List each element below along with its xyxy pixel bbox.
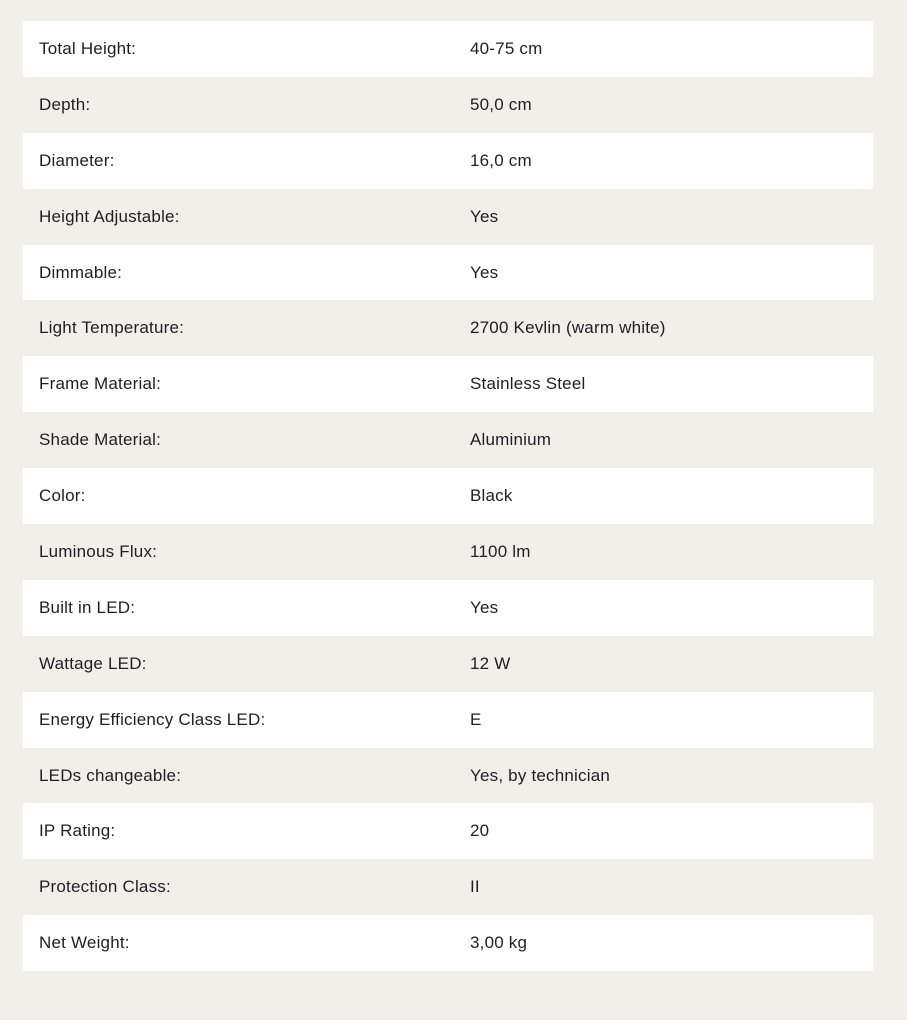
- spec-value: Aluminium: [470, 430, 552, 450]
- spec-label: Frame Material:: [39, 374, 162, 394]
- spec-row-depth: [23, 77, 873, 133]
- spec-value: 2700 Kevlin (warm white): [470, 318, 666, 338]
- spec-value: 12 W: [470, 653, 511, 673]
- spec-row-wattage-led: [23, 636, 873, 692]
- spec-value: 16,0 cm: [470, 150, 532, 170]
- spec-value: 50,0 cm: [470, 94, 532, 114]
- spec-row-built-in-led: [23, 580, 873, 636]
- spec-value: 20: [470, 821, 490, 841]
- spec-table: [23, 21, 873, 971]
- spec-value: Yes: [470, 262, 499, 282]
- spec-label: Total Height:: [39, 38, 137, 58]
- spec-row-color: [23, 468, 873, 524]
- spec-row-dimmable: [23, 245, 873, 301]
- spec-value: 3,00 kg: [470, 933, 528, 953]
- spec-label: Color:: [39, 486, 86, 506]
- spec-value: II: [470, 877, 480, 897]
- spec-label: Height Adjustable:: [39, 206, 180, 226]
- spec-row-diameter: [23, 133, 873, 189]
- spec-label: Net Weight:: [39, 933, 130, 953]
- spec-row-protection-class: [23, 859, 873, 915]
- spec-row-ip-rating: [23, 803, 873, 859]
- spec-value: Black: [470, 486, 513, 506]
- spec-row-light-temperature: [23, 300, 873, 356]
- spec-label: Luminous Flux:: [39, 541, 158, 561]
- spec-row-luminous-flux: [23, 524, 873, 580]
- spec-value: 1100 lm: [470, 541, 531, 561]
- spec-row-net-weight: [23, 915, 873, 971]
- spec-value: Yes: [470, 597, 499, 617]
- spec-row-shade-material: [23, 412, 873, 468]
- spec-label: Shade Material:: [39, 430, 162, 450]
- spec-label: IP Rating:: [39, 821, 116, 841]
- spec-row-leds-changeable: [23, 748, 873, 804]
- spec-label: Dimmable:: [39, 262, 123, 282]
- spec-label: Diameter:: [39, 150, 115, 170]
- spec-row-height-adjustable: [23, 189, 873, 245]
- spec-label: Built in LED:: [39, 597, 136, 617]
- spec-label: Energy Efficiency Class LED:: [39, 709, 266, 729]
- spec-label: LEDs changeable:: [39, 765, 182, 785]
- spec-value: Yes, by technician: [470, 765, 611, 785]
- spec-label: Light Temperature:: [39, 318, 185, 338]
- spec-value: Stainless Steel: [470, 374, 586, 394]
- spec-label: Depth:: [39, 94, 91, 114]
- spec-value: 40-75 cm: [470, 38, 543, 58]
- spec-value: Yes: [470, 206, 499, 226]
- spec-row-energy-efficiency-class: [23, 692, 873, 748]
- spec-label: Protection Class:: [39, 877, 171, 897]
- spec-row-frame-material: [23, 356, 873, 412]
- spec-row-total-height: [23, 21, 873, 77]
- spec-value: E: [470, 709, 482, 729]
- spec-label: Wattage LED:: [39, 653, 147, 673]
